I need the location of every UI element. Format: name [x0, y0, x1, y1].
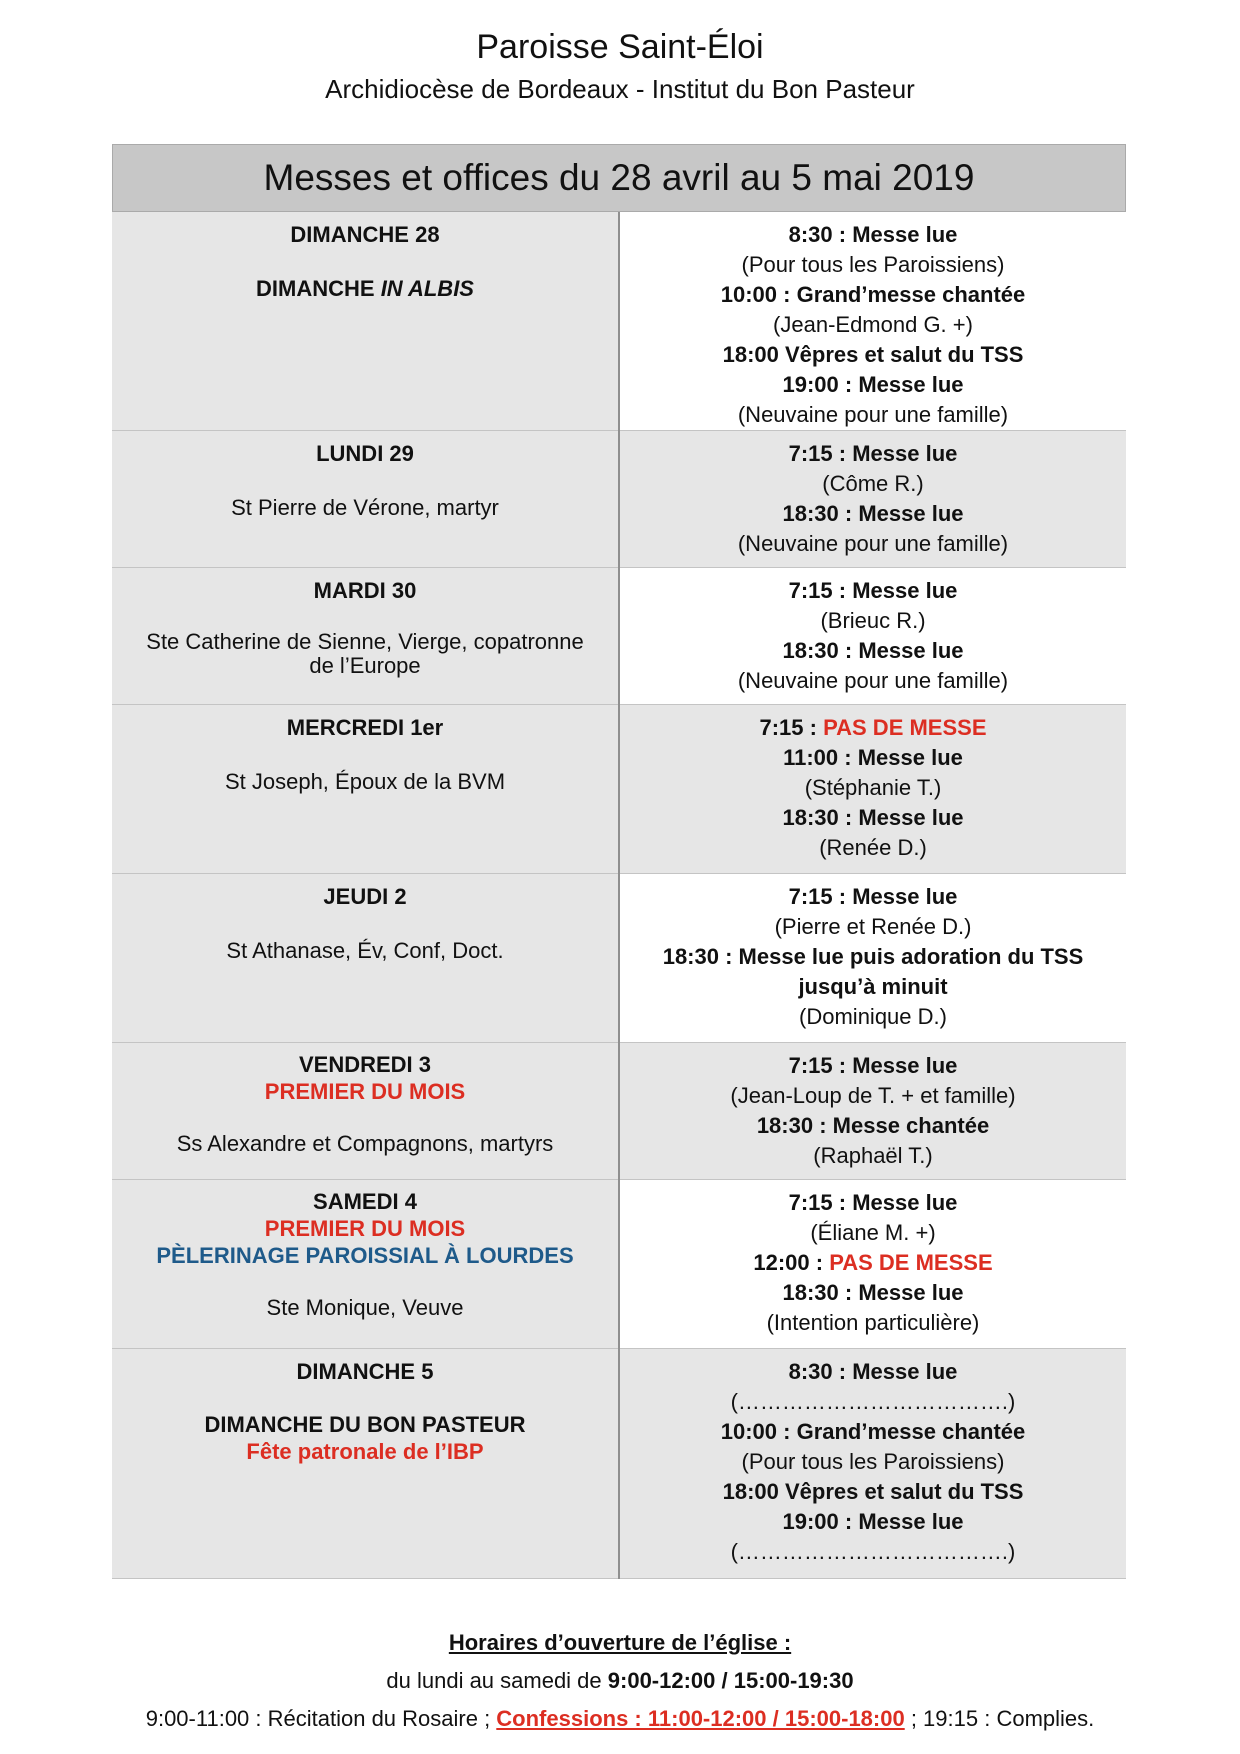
service-line: 7:15 : Messe lue	[788, 1190, 958, 1215]
intention-line: (Neuvaine pour une famille)	[737, 668, 1009, 693]
day-label: DIMANCHE 5	[296, 1359, 434, 1384]
saint-label: St Athanase, Év, Conf, Doct.	[226, 938, 504, 963]
intention-line: (Jean-Loup de T. + et famille)	[730, 1083, 1016, 1108]
service-line: 10:00 : Grand’messe chantée	[720, 1419, 1026, 1444]
service-line: 7:15 : PAS DE MESSE	[759, 715, 987, 740]
day-label: SAMEDI 4	[313, 1189, 417, 1214]
day-cell	[112, 1180, 619, 1349]
service-line: 18:30 : Messe lue	[782, 501, 964, 526]
day-label: MARDI 30	[313, 578, 417, 603]
service-line: 7:15 : Messe lue	[788, 578, 958, 603]
patronal-feast-note: Fête patronale de l’IBP	[246, 1439, 484, 1464]
table-row	[112, 874, 1126, 1043]
service-line: 12:00 : PAS DE MESSE	[753, 1250, 993, 1275]
service-line: 18:30 : Messe lue	[782, 805, 964, 830]
feast-label: DIMANCHE DU BON PASTEUR	[204, 1412, 526, 1437]
intention-line: (Neuvaine pour une famille)	[737, 402, 1009, 427]
service-line: 8:30 : Messe lue	[788, 1359, 958, 1384]
table-row	[112, 1349, 1126, 1579]
service-line: 18:00 Vêpres et salut du TSS	[722, 342, 1024, 367]
intention-line: (Neuvaine pour une famille)	[737, 531, 1009, 556]
service-cell	[619, 874, 1126, 1043]
day-cell	[112, 705, 619, 874]
intention-line: (……………………………….)	[730, 1389, 1016, 1414]
service-cell	[619, 568, 1126, 705]
intention-line: (Jean-Edmond G. +)	[773, 312, 973, 337]
service-line: 18:30 : Messe lue	[782, 1280, 964, 1305]
table-row	[112, 705, 1126, 874]
intention-line: (Brieuc R.)	[820, 608, 926, 633]
intention-line: (Éliane M. +)	[810, 1220, 936, 1245]
service-line: 19:00 : Messe lue	[782, 1509, 964, 1534]
service-line: 7:15 : Messe lue	[788, 884, 958, 909]
service-line: 18:30 : Messe lue	[782, 638, 964, 663]
service-line: 7:15 : Messe lue	[788, 441, 958, 466]
saint-label: Ss Alexandre et Compagnons, martyrs	[176, 1131, 554, 1156]
saint-label: Ste Catherine de Sienne, Vierge, copatronne	[146, 629, 584, 654]
intention-line: (Pierre et Renée D.)	[774, 914, 972, 939]
day-label: MERCREDI 1er	[286, 715, 444, 740]
service-line: jusqu’à minuit	[798, 974, 948, 999]
daily-offices-line: 9:00-11:00 : Récitation du Rosaire ; Confessions : 11:00-12:00 / 15:00-18:00 ; 19:15 : Complies.	[145, 1706, 1095, 1731]
saint-label: St Pierre de Vérone, martyr	[231, 495, 499, 520]
saint-label: de l’Europe	[309, 653, 421, 678]
intention-line: (……………………………….)	[730, 1539, 1016, 1564]
premier-du-mois-note: PREMIER DU MOIS	[264, 1216, 466, 1241]
service-cell	[619, 1180, 1126, 1349]
intention-line: (Intention particulière)	[766, 1310, 980, 1335]
day-label: LUNDI 29	[316, 441, 414, 466]
table-row	[112, 1180, 1126, 1349]
day-cell	[112, 431, 619, 568]
schedule-sheet	[112, 144, 1126, 1579]
service-cell	[619, 431, 1126, 568]
intention-line: (Pour tous les Paroissiens)	[741, 252, 1005, 277]
parish-name: Paroisse Saint-Éloi	[476, 28, 764, 66]
service-line: 10:00 : Grand’messe chantée	[720, 282, 1026, 307]
day-cell	[112, 1043, 619, 1180]
opening-hours-line: du lundi au samedi de 9:00-12:00 / 15:00-19:30	[386, 1668, 854, 1693]
day-cell	[112, 1349, 619, 1579]
service-line: 19:00 : Messe lue	[782, 372, 964, 397]
pilgrimage-note: PÈLERINAGE PAROISSIAL À LOURDES	[156, 1243, 574, 1268]
day-label: VENDREDI 3	[298, 1052, 432, 1077]
service-cell	[619, 705, 1126, 874]
service-line: 18:30 : Messe lue puis adoration du TSS	[662, 944, 1084, 969]
saint-label: St Joseph, Époux de la BVM	[224, 769, 506, 794]
intention-line: (Stéphanie T.)	[804, 775, 942, 800]
opening-hours-heading: Horaires d’ouverture de l’église :	[448, 1630, 792, 1655]
service-line: 8:30 : Messe lue	[788, 222, 958, 247]
service-line: 11:00 : Messe lue	[783, 745, 963, 770]
saint-label: Ste Monique, Veuve	[266, 1295, 464, 1320]
table-row	[112, 568, 1126, 705]
day-cell	[112, 212, 619, 431]
table-row	[112, 1043, 1126, 1180]
schedule-table	[112, 212, 1126, 1579]
table-row	[112, 431, 1126, 568]
intention-line: (Raphaël T.)	[813, 1143, 933, 1168]
service-line: 18:00 Vêpres et salut du TSS	[722, 1479, 1024, 1504]
diocese-subtitle: Archidiocèse de Bordeaux - Institut du Bon Pasteur	[325, 74, 915, 104]
day-label: JEUDI 2	[323, 884, 407, 909]
confessions-hours: Confessions : 11:00-12:00 / 15:00-18:00	[496, 1706, 905, 1731]
service-cell	[619, 212, 1126, 431]
intention-line: (Pour tous les Paroissiens)	[741, 1449, 1005, 1474]
feast-label: DIMANCHE IN ALBIS	[256, 276, 474, 301]
service-line: 7:15 : Messe lue	[788, 1053, 958, 1078]
day-label: DIMANCHE 28	[290, 222, 440, 247]
intention-line: (Renée D.)	[819, 835, 927, 860]
day-cell	[112, 568, 619, 705]
premier-du-mois-note: PREMIER DU MOIS	[264, 1079, 466, 1104]
intention-line: (Côme R.)	[822, 471, 924, 496]
schedule-title: Messes et offices du 28 avril au 5 mai 2019	[112, 144, 1126, 212]
table-row	[112, 212, 1126, 431]
service-line: 18:30 : Messe chantée	[756, 1113, 990, 1138]
intention-line: (Dominique D.)	[799, 1004, 947, 1029]
service-cell	[619, 1349, 1126, 1579]
service-cell	[619, 1043, 1126, 1180]
day-cell	[112, 874, 619, 1043]
